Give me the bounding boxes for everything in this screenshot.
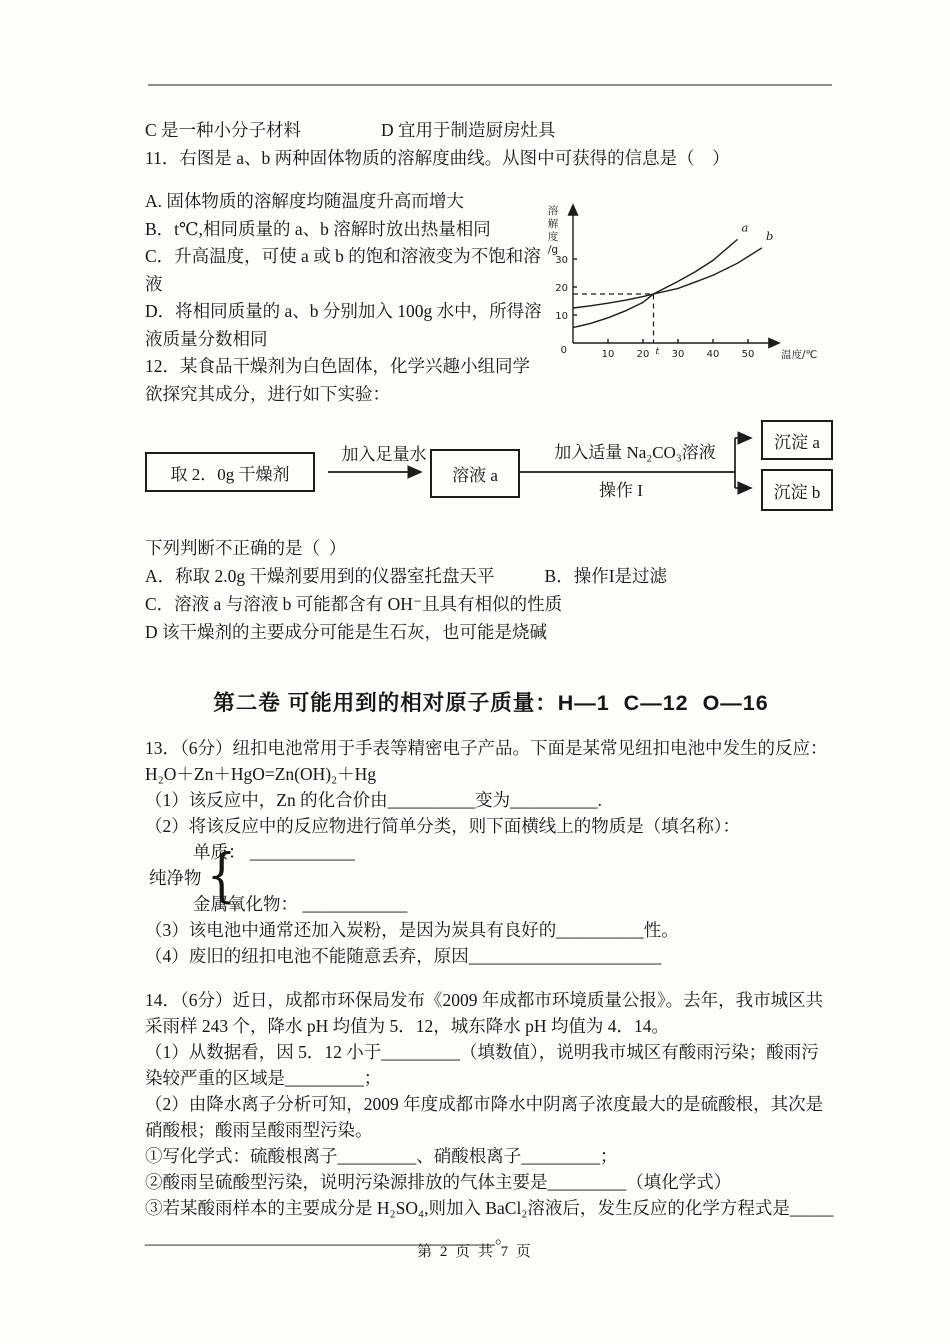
x-tick-label: 20 xyxy=(636,349,650,360)
x-tick-label: 50 xyxy=(741,349,755,360)
q13-metal-oxide-blank: 金属氧化物： ____________ xyxy=(193,894,408,914)
flow-arrow2-label-bottom: 操作 I xyxy=(599,481,643,500)
q14-stem-line2: 采雨样 243 个，降水 pH 均值为 5．12，城东降水 pH 均值为 4．14。 xyxy=(145,1016,670,1036)
q13-pure-substance-label: 纯净物 xyxy=(149,868,202,888)
q12-stem-line1: 12．某食品干燥剂为白色固体，化学兴趣小组同学 xyxy=(145,356,530,376)
classification-brace: { xyxy=(206,841,237,909)
q12-flowchart xyxy=(145,412,837,518)
x-tick-label: 40 xyxy=(706,349,720,360)
q11-option-d-wrap: 液质量分数相同 xyxy=(145,328,268,349)
q11-block xyxy=(145,188,837,408)
q14-stem-line1: 14．（6分）近日，成都市环保局发布《2009 年成都市环境质量公报》。去年，我市城区共 xyxy=(145,990,824,1010)
q12-stem-line2: 欲探究其成分，进行如下实验： xyxy=(145,383,390,404)
q12-option-c: C．溶液 a 与溶液 b 可能都含有 OH⁻且具有相似的性质 xyxy=(145,594,563,614)
t-axis-label: t xyxy=(655,346,660,357)
q13-part2: （2）将该反应中的反应物进行简单分类，则下面横线上的物质是（填名称）： xyxy=(145,816,740,836)
q14-sub2: ②酸雨呈硫酸型污染，说明污染源排放的气体主要是_________（填化学式） xyxy=(145,1172,732,1192)
q12-option-b: B．操作I是过滤 xyxy=(544,566,668,586)
y-tick-label: 20 xyxy=(555,283,568,294)
q14-part2-line1: （2）由降水离子分析可知，2009 年度成都市降水中阴离子浓度最大的是硫酸根，其次是 xyxy=(145,1094,824,1114)
x-tick-label: 30 xyxy=(671,349,685,360)
solubility-curve-chart xyxy=(540,188,825,378)
q11-option-d: D．将相同质量的 a、b 分别加入 100g 水中，所得溶 xyxy=(145,301,542,321)
q13-classification xyxy=(145,839,837,917)
y-tick-label: 10 xyxy=(555,311,568,322)
curve-b xyxy=(573,248,762,308)
curve-label-b: b xyxy=(766,228,774,243)
q13-element-blank: 单质： ____________ xyxy=(193,842,355,862)
y-axis-label: 度 xyxy=(547,231,559,243)
q13-block xyxy=(145,735,837,969)
page-content xyxy=(145,116,837,1253)
spacer xyxy=(145,969,837,987)
origin-label: 0 xyxy=(560,345,567,356)
q14-part1-line1: （1）从数据看，因 5．12 小于_________（填数值），说明我市城区有酸雨污染；酸雨污 xyxy=(145,1042,819,1062)
q14-sub3-answer-line: ________________________________________。 xyxy=(145,1227,513,1247)
y-tick-label: 30 xyxy=(555,255,568,266)
q13-equation: H₂O＋Zn＋HgO=Zn(OH)₂＋Hg xyxy=(145,764,377,784)
flow-box-precipitate-b: 沉淀 b xyxy=(761,469,833,511)
q14-block xyxy=(145,987,837,1253)
flow-arrow1-label: 加入足量水 xyxy=(341,445,427,464)
q14-part1-line2: 染较严重的区域是_________； xyxy=(145,1068,382,1088)
flow-box-dryer: 取 2．0g 干燥剂 xyxy=(145,452,315,492)
q13-part4: （4）废旧的纽扣电池不能随意丢弃，原因______________________ xyxy=(145,946,662,966)
y-axis-label: 解 xyxy=(547,218,559,230)
prev-option-d: D 宜用于制造厨房灶具 xyxy=(381,120,556,140)
q12-option-d: D 该干燥剂的主要成分可能是生石灰，也可能是烧碱 xyxy=(145,622,548,642)
flow-box-solution-a: 溶液 a xyxy=(430,449,520,498)
prev-question-options xyxy=(145,116,837,144)
q13-part3: （3）该电池中通常还加入炭粉，是因为炭具有良好的__________性。 xyxy=(145,920,679,940)
flow-box-precipitate-a: 沉淀 a xyxy=(761,420,833,460)
q11-option-b: B．t℃,相同质量的 a、b 溶解时放出热量相同 xyxy=(145,218,491,239)
q11-option-c: C．升高温度，可使 a 或 b 的饱和溶液变为不饱和溶 xyxy=(145,246,541,266)
y-axis-label: 溶 xyxy=(547,205,559,217)
header-rule xyxy=(148,84,832,86)
q13-stem: 13．（6分）纽扣电池常用于手表等精密电子产品。下面是某常见纽扣电池中发生的反应： xyxy=(145,738,828,758)
q11-options-column xyxy=(145,188,545,408)
q11-option-a: A. 固体物质的溶解度均随温度升高而增大 xyxy=(145,191,464,211)
intersection-guides xyxy=(573,294,654,343)
q11-option-c-wrap: 液 xyxy=(145,273,163,294)
q13-part1: （1）该反应中，Zn 的化合价由__________变为__________. xyxy=(145,790,602,810)
q12-options-ab xyxy=(145,562,837,590)
x-axis-label: 温度/℃ xyxy=(781,349,818,361)
q12-option-a: A．称取 2.0g 干燥剂要用到的仪器室托盘天平 xyxy=(145,566,495,586)
curve-label-a: a xyxy=(741,220,749,235)
q14-part2-line2: 硝酸根；酸雨呈酸雨型污染。 xyxy=(145,1120,373,1140)
flow-arrow2-label-top: 加入适量 Na₂CO₃溶液 xyxy=(554,443,716,462)
section2-header: 第二卷 可能用到的相对原子质量：H—1 C—12 O—16 xyxy=(213,691,769,715)
curve-a xyxy=(573,239,738,327)
q14-sub3: ③若某酸雨样本的主要成分是 H₂SO₄,则加入 BaCl₂溶液后，发生反应的化学方程式是_____ xyxy=(145,1198,834,1218)
prev-option-c: C 是一种小分子材料 xyxy=(145,120,302,140)
q11-stem: 11．右图是 a、b 两种固体物质的溶解度曲线。从图中可获得的信息是（ ） xyxy=(145,148,730,168)
y-axis-label: /g xyxy=(547,244,559,256)
x-tick-label: 10 xyxy=(601,349,615,360)
q12-question: 下列判断不正确的是（ ） xyxy=(145,538,347,558)
chart-dynamic-content xyxy=(548,204,818,361)
q14-sub1: ①写化学式：硫酸根离子_________、硝酸根离子_________； xyxy=(145,1146,618,1166)
page-footer: 第 2 页 共 7 页 xyxy=(417,1244,533,1260)
